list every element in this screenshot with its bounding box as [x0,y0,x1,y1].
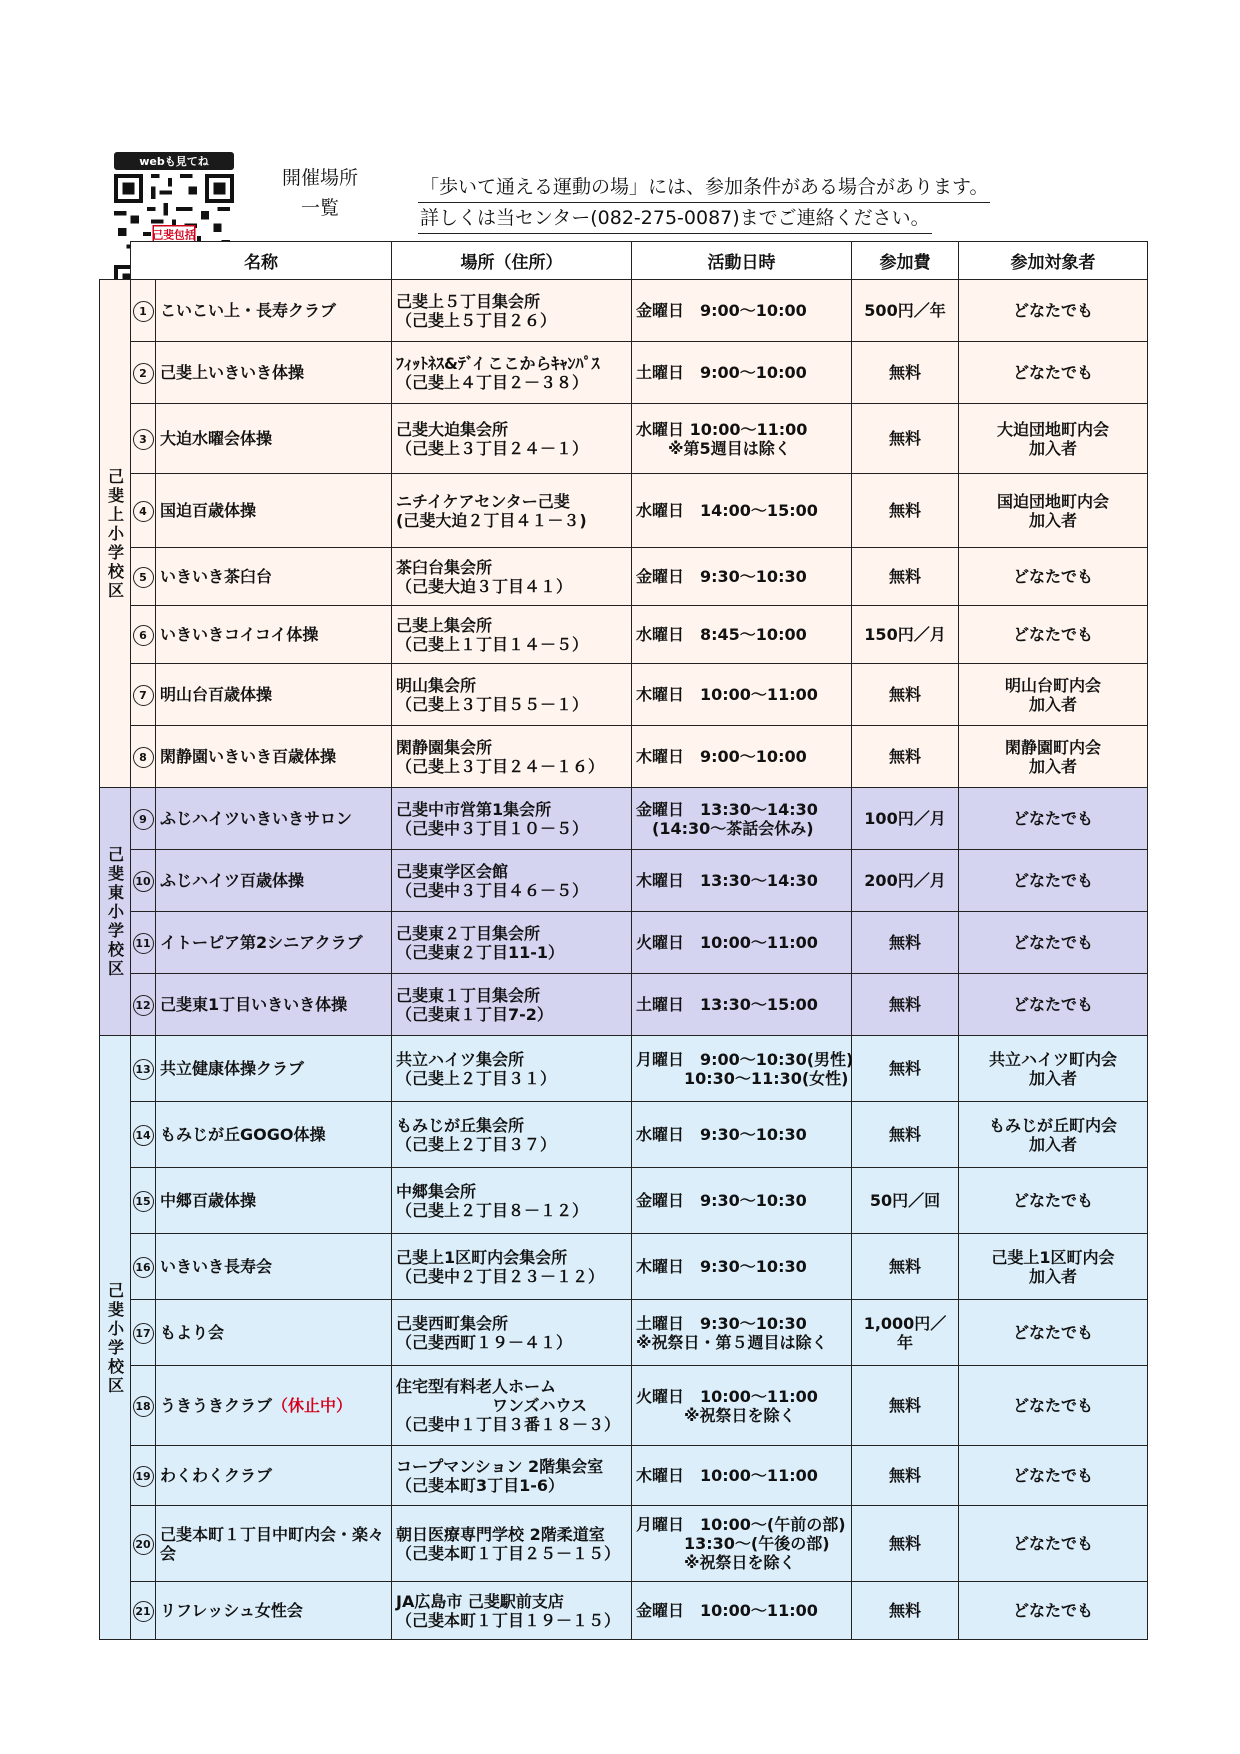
activity-name: 共立健康体操クラブ [156,1036,392,1102]
activity-name: もより会 [156,1300,392,1366]
activity-schedule: 月曜日 10:00～(午前の部) 13:30～(午後の部) ※祝祭日を除く [632,1506,852,1582]
activity-fee: 無料 [852,474,959,548]
activity-schedule: 火曜日 10:00～11:00 ※祝祭日を除く [632,1366,852,1446]
activity-target: どなたでも [959,788,1148,850]
activity-place: 共立ハイツ集会所 （己斐上２丁目３１） [392,1036,632,1102]
activity-name: 大迫水曜会体操 [156,404,392,474]
activity-schedule: 土曜日 13:30～15:00 [632,974,852,1036]
activity-name: いきいきコイコイ体操 [156,606,392,664]
activity-place: 中郷集会所 （己斐上２丁目８－１２） [392,1168,632,1234]
activity-name: わくわくクラブ [156,1446,392,1506]
activity-place: 己斐上５丁目集会所 （己斐上５丁目２６） [392,280,632,342]
activity-name: もみじが丘GOGO体操 [156,1102,392,1168]
activity-fee: 無料 [852,548,959,606]
activity-fee: 100円／月 [852,788,959,850]
table-row [100,788,1148,850]
qr-badge-text: 己斐包括 [152,228,196,242]
activity-schedule: 木曜日 10:00～11:00 [632,1446,852,1506]
activity-fee: 無料 [852,1582,959,1640]
table-row [100,342,1148,404]
activity-place: 閑静園集会所 （己斐上３丁目２４－１６） [392,726,632,788]
row-number: 11 [131,912,156,974]
row-number: 19 [131,1446,156,1506]
activity-target: どなたでも [959,1506,1148,1582]
district-label: 己 斐 東 小 学 校 区 [100,788,131,1036]
row-number: 21 [131,1582,156,1640]
table-row [100,664,1148,726]
activity-target: どなたでも [959,912,1148,974]
table-row [100,1506,1148,1582]
table-row [100,280,1148,342]
table-row [100,850,1148,912]
activity-fee: 無料 [852,404,959,474]
table-row [100,1366,1148,1446]
venue-table [99,241,1148,1640]
activity-target: どなたでも [959,1168,1148,1234]
row-number: 7 [131,664,156,726]
activity-target: 閑静園町内会 加入者 [959,726,1148,788]
activity-target: どなたでも [959,1582,1148,1640]
activity-schedule: 水曜日 8:45～10:00 [632,606,852,664]
activity-name: いきいき長寿会 [156,1234,392,1300]
notice-line-2: 詳しくは当センター(082-275-0087)までご連絡ください。 [418,203,932,234]
activity-fee: 無料 [852,912,959,974]
header-name: 名称 [131,242,392,280]
activity-fee: 無料 [852,1102,959,1168]
activity-place: 己斐東２丁目集会所 （己斐東２丁目11-1） [392,912,632,974]
row-number: 10 [131,850,156,912]
table-row [100,1168,1148,1234]
row-number: 20 [131,1506,156,1582]
header-place: 場所（住所） [392,242,632,280]
activity-place: 己斐上1区町内会集会所 （己斐中２丁目２３－１２） [392,1234,632,1300]
activity-name: いきいき茶臼台 [156,548,392,606]
activity-target: どなたでも [959,1366,1148,1446]
activity-fee: 無料 [852,1506,959,1582]
activity-name: 中郷百歳体操 [156,1168,392,1234]
row-number: 16 [131,1234,156,1300]
activity-schedule: 木曜日 10:00～11:00 [632,664,852,726]
row-number: 8 [131,726,156,788]
activity-schedule: 月曜日 9:00～10:30(男性) 10:30～11:30(女性) [632,1036,852,1102]
activity-place: 明山集会所 （己斐上３丁目５５－１） [392,664,632,726]
table-row [100,548,1148,606]
activity-place: ニチイケアセンター己斐 (己斐大迫２丁目４１－３) [392,474,632,548]
row-number: 3 [131,404,156,474]
activity-place: 己斐西町集会所 （己斐西町１９－４１） [392,1300,632,1366]
activity-schedule: 水曜日 9:30～10:30 [632,1102,852,1168]
activity-schedule: 水曜日 14:00～15:00 [632,474,852,548]
activity-fee: 無料 [852,1446,959,1506]
activity-name: 己斐上いきいき体操 [156,342,392,404]
activity-schedule: 土曜日 9:00～10:00 [632,342,852,404]
activity-name: 閑静園いきいき百歳体操 [156,726,392,788]
activity-fee: 200円／月 [852,850,959,912]
notice [418,172,1088,234]
activity-schedule: 木曜日 9:00～10:00 [632,726,852,788]
activity-target: どなたでも [959,280,1148,342]
activity-schedule: 火曜日 10:00～11:00 [632,912,852,974]
activity-fee: 150円／月 [852,606,959,664]
table-row [100,1036,1148,1102]
row-number: 18 [131,1366,156,1446]
activity-name: うきうきクラブ（休止中） [156,1366,392,1446]
table-row [100,606,1148,664]
table-row [100,1300,1148,1366]
district-label: 己 斐 上 小 学 校 区 [100,280,131,788]
activity-schedule: 金曜日 13:30～14:30 (14:30～茶話会休み) [632,788,852,850]
activity-name: 己斐本町１丁目中町内会・楽々会 [156,1506,392,1582]
activity-schedule: 木曜日 13:30～14:30 [632,850,852,912]
activity-target: 己斐上1区町内会 加入者 [959,1234,1148,1300]
activity-target: どなたでも [959,974,1148,1036]
activity-schedule: 金曜日 9:00～10:00 [632,280,852,342]
activity-place: 己斐中市営第1集会所 （己斐中３丁目１０－５） [392,788,632,850]
district-label: 己 斐 小 学 校 区 [100,1036,131,1640]
activity-schedule: 金曜日 9:30～10:30 [632,548,852,606]
table-row [100,1102,1148,1168]
row-number: 5 [131,548,156,606]
activity-name: 己斐東1丁目いきいき体操 [156,974,392,1036]
activity-place: 茶臼台集会所 （己斐大迫３丁目４１） [392,548,632,606]
activity-fee: 無料 [852,1036,959,1102]
activity-name: 明山台百歳体操 [156,664,392,726]
activity-fee: 50円／回 [852,1168,959,1234]
activity-place: 住宅型有料老人ホーム ワンズハウス （己斐中１丁目３番１８－３） [392,1366,632,1446]
activity-fee: 1,000円／年 [852,1300,959,1366]
row-number: 2 [131,342,156,404]
header-schedule: 活動日時 [632,242,852,280]
row-number: 15 [131,1168,156,1234]
activity-name: イトーピア第2シニアクラブ [156,912,392,974]
activity-fee: 無料 [852,1366,959,1446]
activity-schedule: 水曜日 10:00～11:00 ※第5週目は除く [632,404,852,474]
table-row [100,974,1148,1036]
activity-fee: 無料 [852,974,959,1036]
activity-place: 己斐東学区会館 （己斐中３丁目４６－５） [392,850,632,912]
activity-target: もみじが丘町内会 加入者 [959,1102,1148,1168]
activity-fee: 無料 [852,1234,959,1300]
activity-fee: 無料 [852,342,959,404]
activity-fee: 500円／年 [852,280,959,342]
row-number: 4 [131,474,156,548]
activity-place: JA広島市 己斐駅前支店 （己斐本町１丁目１９－１５） [392,1582,632,1640]
table-row [100,1582,1148,1640]
table-row [100,1446,1148,1506]
header-fee: 参加費 [852,242,959,280]
row-number: 17 [131,1300,156,1366]
table-row [100,912,1148,974]
activity-fee: 無料 [852,726,959,788]
activity-target: どなたでも [959,850,1148,912]
venue-title: 開催場所 一覧 [281,167,358,219]
table-row [100,726,1148,788]
table-row [100,1234,1148,1300]
activity-target: どなたでも [959,1446,1148,1506]
row-number: 1 [131,280,156,342]
row-number: 13 [131,1036,156,1102]
activity-schedule: 土曜日 9:30～10:30 ※祝祭日・第５週目は除く [632,1300,852,1366]
activity-name: 国迫百歳体操 [156,474,392,548]
activity-target: 国迫団地町内会 加入者 [959,474,1148,548]
activity-name: こいこい上・長寿クラブ [156,280,392,342]
activity-target: どなたでも [959,1300,1148,1366]
activity-target: 明山台町内会 加入者 [959,664,1148,726]
activity-name: ふじハイツ百歳体操 [156,850,392,912]
activity-place: 己斐大迫集会所 （己斐上３丁目２４－１） [392,404,632,474]
header-target: 参加対象者 [959,242,1148,280]
activity-place: ﾌｨｯﾄﾈｽ&ﾃﾞｲ ここからｷｬﾝﾊﾟｽ （己斐上４丁目２－３８） [392,342,632,404]
activity-name: ふじハイツいきいきサロン [156,788,392,850]
row-number: 9 [131,788,156,850]
activity-place: 己斐上集会所 （己斐上１丁目１４－５） [392,606,632,664]
activity-target: どなたでも [959,606,1148,664]
activity-target: 共立ハイツ町内会 加入者 [959,1036,1148,1102]
table-header-row [100,242,1148,280]
activity-place: コープマンション 2階集会室 （己斐本町3丁目1-6） [392,1446,632,1506]
activity-place: 己斐東１丁目集会所 （己斐東１丁目7-2） [392,974,632,1036]
table-row [100,404,1148,474]
activity-place: 朝日医療専門学校 2階柔道室 （己斐本町１丁目２５－１５） [392,1506,632,1582]
row-number: 6 [131,606,156,664]
activity-schedule: 金曜日 10:00～11:00 [632,1582,852,1640]
activity-name: リフレッシュ女性会 [156,1582,392,1640]
row-number: 14 [131,1102,156,1168]
activity-fee: 無料 [852,664,959,726]
table-row [100,474,1148,548]
activity-target: 大迫団地町内会 加入者 [959,404,1148,474]
activity-schedule: 金曜日 9:30～10:30 [632,1168,852,1234]
activity-target: どなたでも [959,548,1148,606]
paused-badge: （休止中） [272,1396,353,1415]
notice-line-1: 「歩いて通える運動の場」には、参加条件がある場合があります。 [418,172,990,203]
activity-place: もみじが丘集会所 （己斐上２丁目３７） [392,1102,632,1168]
activity-schedule: 木曜日 9:30～10:30 [632,1234,852,1300]
activity-target: どなたでも [959,342,1148,404]
web-label: webも見てね [114,152,234,170]
row-number: 12 [131,974,156,1036]
